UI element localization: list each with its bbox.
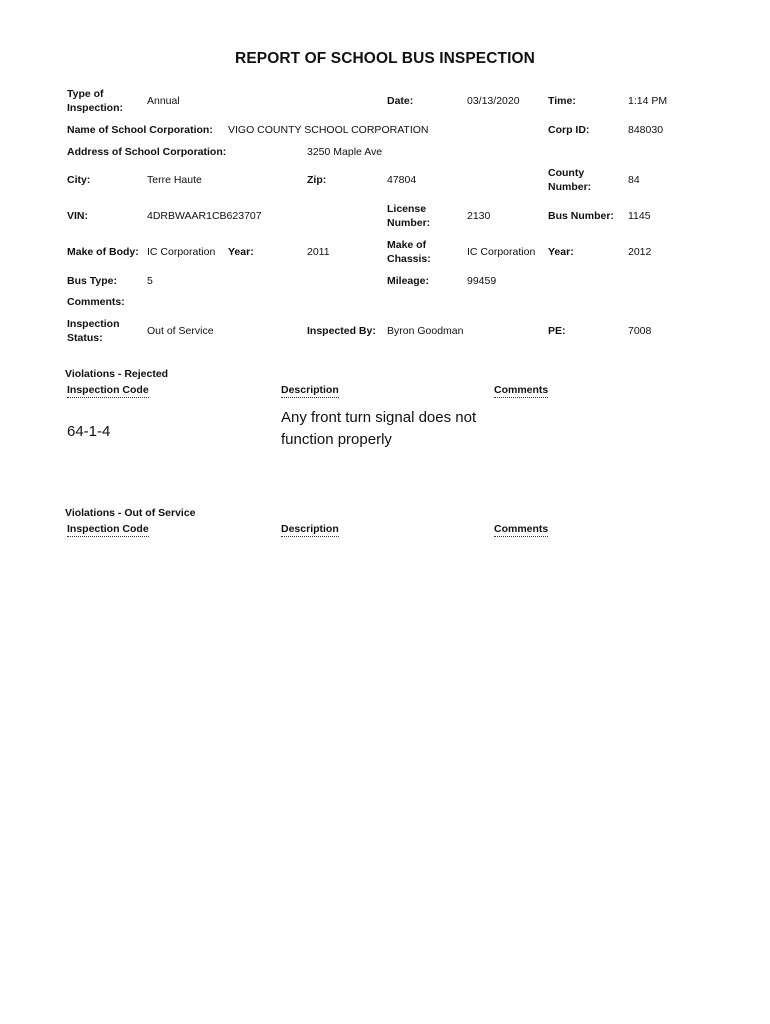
- vin-label: VIN:: [67, 210, 88, 222]
- inspection-status-value: Out of Service: [147, 325, 214, 337]
- time-value: 1:14 PM: [628, 95, 668, 107]
- page-title: REPORT OF SCHOOL BUS INSPECTION: [235, 50, 535, 67]
- bus-number-label: Bus Number:: [548, 210, 614, 222]
- bus-number-value: 1145: [628, 210, 651, 222]
- type-of-inspection-label-line-2: Inspection:: [67, 102, 124, 114]
- vin-value: 4DRBWAAR1CB623707: [147, 210, 262, 222]
- make-of-chassis-label: [387, 238, 431, 266]
- violation-description: Any front turn signal does not function properly: [281, 409, 477, 448]
- county-number-label: [548, 166, 591, 194]
- comments-label: Comments:: [67, 296, 125, 308]
- violations-rejected-heading: Violations - Rejected: [65, 368, 169, 380]
- city-label: City:: [67, 174, 91, 186]
- date-value: 03/13/2020: [467, 95, 520, 107]
- inspected-by-label: Inspected By:: [307, 325, 376, 337]
- bus-type-value: 5: [147, 275, 153, 287]
- rejected-code-column-header: Inspection Code: [67, 384, 149, 396]
- make-of-chassis-label-line-2: Chassis:: [387, 253, 431, 265]
- body-year-label: Year:: [228, 246, 254, 258]
- inspection-status-label-line-2: Status:: [67, 332, 103, 344]
- violations-out-of-service-heading: Violations - Out of Service: [65, 507, 196, 519]
- zip-value: 47804: [387, 174, 417, 186]
- city-value: Terre Haute: [147, 174, 202, 186]
- inspection-status-label-line-1: Inspection: [67, 318, 120, 330]
- address-value: 3250 Maple Ave: [307, 146, 383, 158]
- school-corporation-name-label: Name of School Corporation:: [67, 124, 213, 136]
- license-number-label-line-1: License: [387, 203, 427, 215]
- county-number-label-line-2: Number:: [548, 181, 592, 193]
- oos-description-column-header: Description: [281, 523, 339, 535]
- oos-comments-column-header: Comments: [494, 523, 549, 535]
- license-number-value: 2130: [467, 210, 491, 222]
- make-of-body-value: IC Corporation: [147, 246, 216, 258]
- body-year-value: 2011: [307, 246, 330, 258]
- mileage-label: Mileage:: [387, 275, 430, 287]
- school-corporation-name-value: VIGO COUNTY SCHOOL CORPORATION: [228, 124, 429, 136]
- license-number-label: [387, 202, 430, 230]
- oos-code-column-header: Inspection Code: [67, 523, 149, 535]
- rejected-description-column-header: Description: [281, 384, 339, 396]
- bus-type-label: Bus Type:: [67, 275, 117, 287]
- type-of-inspection-value: Annual: [147, 95, 180, 107]
- time-label: Time:: [548, 95, 576, 107]
- type-of-inspection-label-line-1: Type of: [67, 88, 104, 100]
- make-of-chassis-value: IC Corporation: [467, 246, 536, 258]
- county-number-value: 84: [628, 174, 640, 186]
- inspected-by-value: Byron Goodman: [387, 325, 464, 337]
- inspection-status-label: [67, 317, 120, 345]
- corp-id-label: Corp ID:: [548, 124, 590, 136]
- county-number-label-line-1: County: [548, 167, 585, 179]
- license-number-label-line-2: Number:: [387, 217, 431, 229]
- rejected-comments-column-header: Comments: [494, 384, 549, 396]
- pe-label: PE:: [548, 325, 566, 337]
- make-of-body-label: Make of Body:: [67, 246, 139, 258]
- chassis-year-label: Year:: [548, 246, 574, 258]
- violation-code: 64-1-4: [67, 423, 111, 440]
- address-label: Address of School Corporation:: [67, 146, 227, 158]
- corp-id-value: 848030: [628, 124, 664, 136]
- type-of-inspection-label: [67, 87, 123, 115]
- pe-value: 7008: [628, 325, 652, 337]
- make-of-chassis-label-line-1: Make of: [387, 239, 427, 251]
- zip-label: Zip:: [307, 174, 327, 186]
- mileage-value: 99459: [467, 275, 497, 287]
- date-label: Date:: [387, 95, 414, 107]
- chassis-year-value: 2012: [628, 246, 652, 258]
